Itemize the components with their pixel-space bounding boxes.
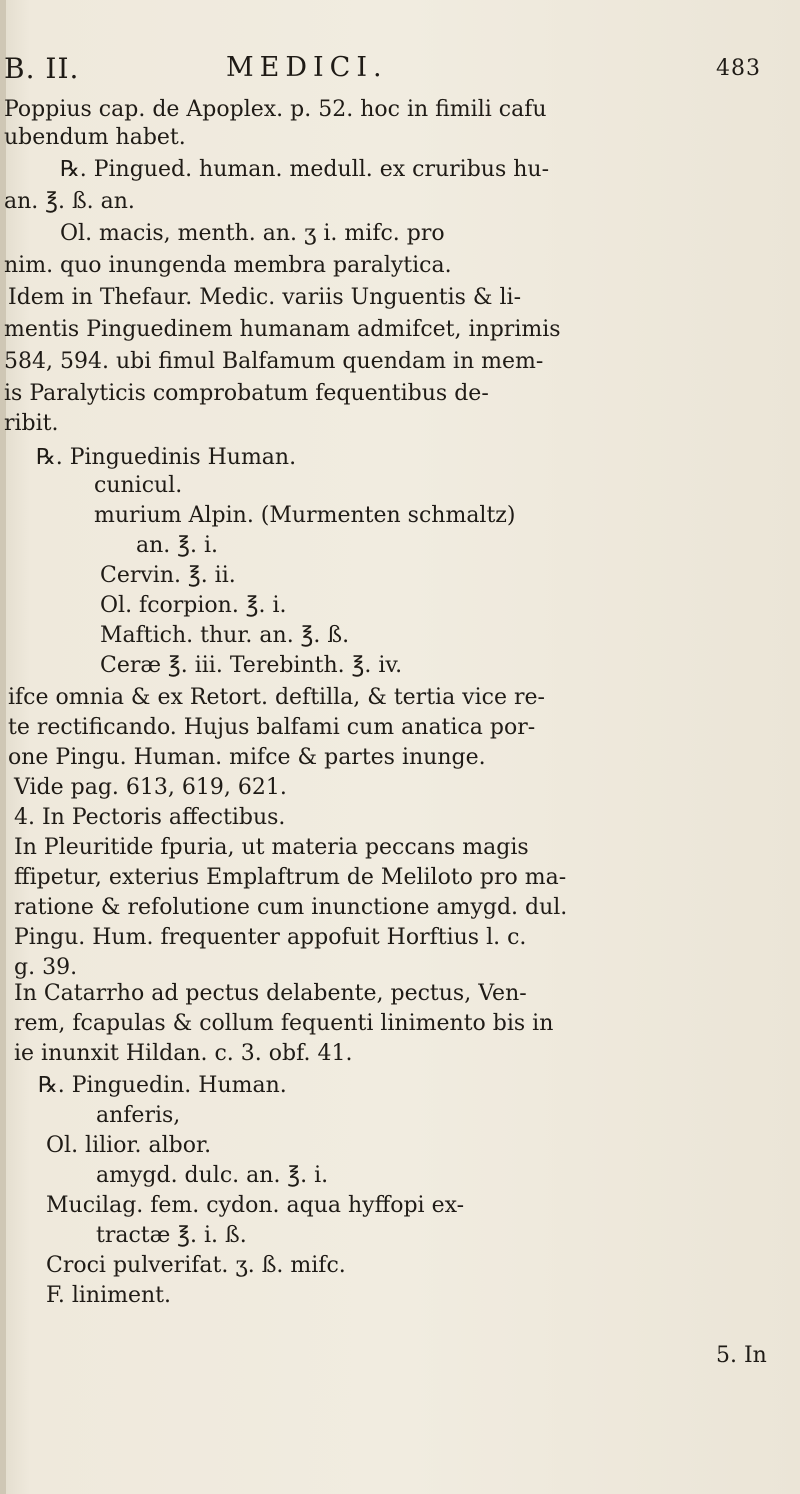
text-line: ffipetur, exterius Emplaftrum de Meliloto pro ma- (14, 865, 567, 890)
text-line: Maftich. thur. an. ℥. ß. (100, 623, 350, 648)
section-heading: 4. In Pectoris affectibus. (14, 805, 286, 830)
header-left: B. II. (4, 52, 80, 85)
text-line: 584, 594. ubi fimul Balfamum quendam in mem- (4, 349, 544, 374)
text-line: one Pingu. Human. mifce & partes inunge. (8, 745, 486, 770)
header-title: MEDICI. (226, 52, 388, 83)
text-line: Ol. fcorpion. ℥. i. (100, 593, 287, 618)
text-line: Vide pag. 613, 619, 621. (14, 775, 287, 800)
binding-shadow (0, 0, 6, 1494)
text-line: Ol. lilior. albor. (46, 1133, 212, 1158)
text-line: an. ℥. ß. an. (4, 189, 135, 214)
text-line: mentis Pinguedinem humanam admifcet, inprimis (4, 317, 561, 342)
page-number: 483 (716, 56, 761, 81)
text-line: is Paralyticis comprobatum fequentibus de- (4, 381, 489, 406)
text-line: F. liniment. (46, 1283, 171, 1308)
text-line: Ol. macis, menth. an. ʒ i. mifc. pro (60, 221, 445, 246)
text-line: ℞. Pinguedinis Human. (36, 445, 297, 470)
text-line: ifce omnia & ex Retort. deftilla, & tertia vice re- (8, 685, 545, 710)
text-line: ratione & refolutione cum inunctione amygd. dul. (14, 895, 568, 920)
text-line: ℞. Pingued. human. medull. ex cruribus hu- (60, 157, 550, 182)
text-line: Croci pulverifat. ʒ. ß. mifc. (46, 1253, 346, 1278)
text-line: ubendum habet. (4, 125, 186, 150)
text-line: In Pleuritide fpuria, ut materia peccans magis (14, 835, 529, 860)
catchword: 5. In (716, 1343, 767, 1368)
text-line: Pingu. Hum. frequenter appofuit Horftius l. c. (14, 925, 527, 950)
text-line: Cervin. ℥. ii. (100, 563, 236, 588)
text-line: Mucilag. fem. cydon. aqua hyffopi ex- (46, 1193, 465, 1218)
text-line: rem, fcapulas & collum fequenti linimento bis in (14, 1011, 554, 1036)
text-line: ie inunxit Hildan. c. 3. obf. 41. (14, 1041, 353, 1066)
text-line: te rectificando. Hujus balfami cum anatica por- (8, 715, 536, 740)
text-line: murium Alpin. (Murmenten schmaltz) (94, 503, 516, 528)
text-line: ribit. (4, 411, 59, 436)
text-line: g. 39. (14, 955, 78, 980)
running-header (0, 52, 800, 92)
text-line: ℞. Pinguedin. Human. (38, 1073, 287, 1098)
text-line: Idem in Thefaur. Medic. variis Unguentis & li- (8, 285, 522, 310)
text-line: nim. quo inungenda membra paralytica. (4, 253, 452, 278)
text-line: cunicul. (94, 473, 183, 498)
text-line: anferis, (96, 1103, 181, 1128)
text-line: an. ℥. i. (136, 533, 218, 558)
text-line: In Catarrho ad pectus delabente, pectus, Ven- (14, 981, 527, 1006)
text-line: Ceræ ℥. iii. Terebinth. ℥. iv. (100, 653, 403, 678)
text-line: tractæ ℥. i. ß. (96, 1223, 247, 1248)
text-line: Poppius cap. de Apoplex. p. 52. hoc in fimili cafu (4, 97, 547, 122)
text-line: amygd. dulc. an. ℥. i. (96, 1163, 329, 1188)
